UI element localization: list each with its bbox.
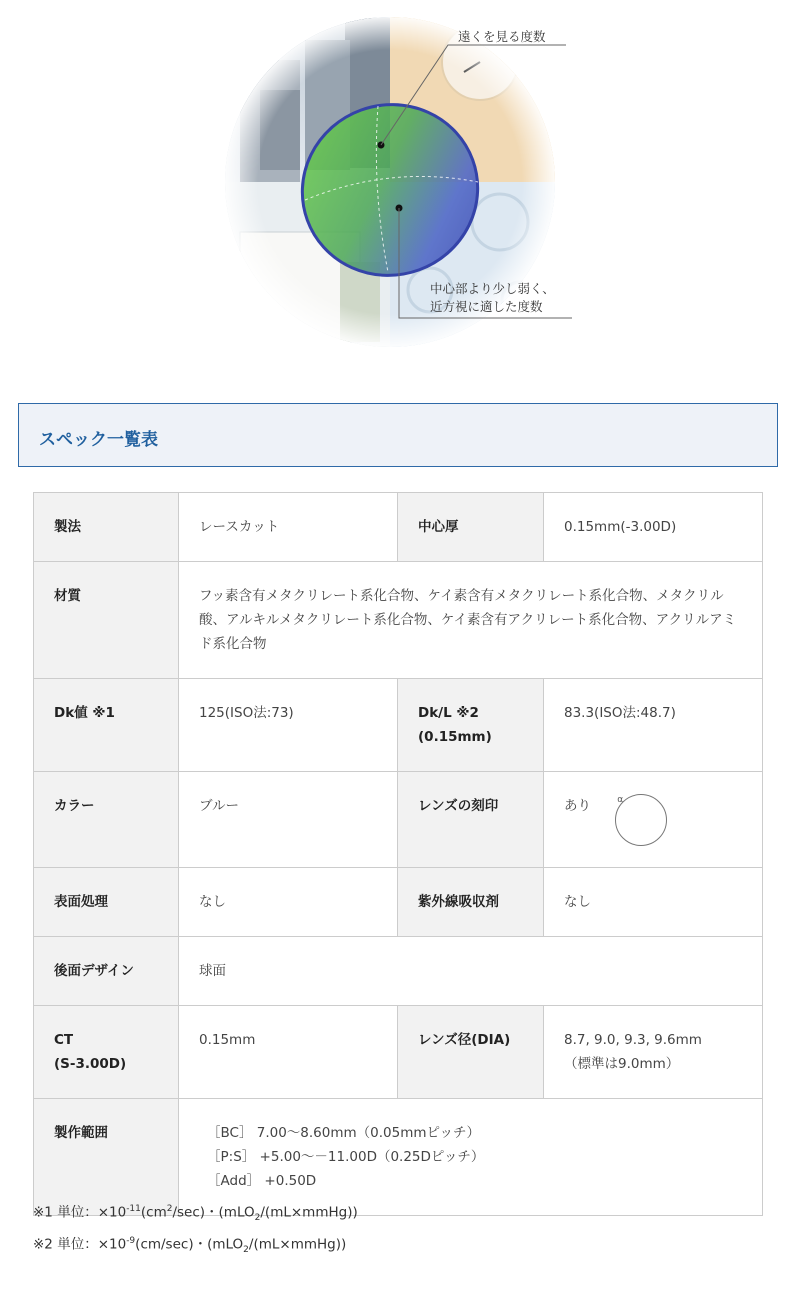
footnote-1-subscript: 2 (254, 1213, 261, 1224)
dkl-label-line2: (0.15mm) (418, 729, 492, 745)
ct-label (34, 1006, 179, 1099)
table-row (34, 868, 763, 937)
range-label: 製作範囲 (34, 1099, 179, 1216)
table-row (34, 562, 763, 679)
spec-table (33, 492, 763, 1216)
material-value: フッ素含有メタクリレート系化合物、ケイ素含有メタクリレート系化合物、メタクリル酸、アルキルメタクリレート系化合物、ケイ素含有アクリレート系化合物、アクリルアミド系化合物 (179, 562, 763, 679)
dia-value-line1: 8.7, 9.0, 9.3, 9.6mm (564, 1032, 702, 1048)
back-design-label: 後面デザイン (34, 937, 179, 1006)
dk-value: 125(ISO法:73) (179, 679, 398, 772)
dk-label: Dk値 ※1 (34, 679, 179, 772)
footnote-2-exponent: -9 (126, 1236, 136, 1247)
footnote-2-subscript: 2 (243, 1245, 249, 1256)
footnote-1-suffix-a: /sec)・(mLO (172, 1204, 255, 1221)
back-design-value: 球面 (179, 937, 763, 1006)
uv-label: 紫外線吸収剤 (398, 868, 544, 937)
near-vision-callout-line1: 中心部より少し弱く、 (430, 281, 555, 296)
table-row (34, 937, 763, 1006)
dkl-label (398, 679, 544, 772)
center-thickness-value: 0.15mm(-3.00D) (544, 493, 763, 562)
range-ps: ［P:S］ +5.00〜－11.00D（0.25Dピッチ） (207, 1149, 485, 1165)
near-vision-callout-line2: 近方視に適した度数 (430, 299, 543, 314)
footnotes (33, 1198, 358, 1262)
center-thickness-label: 中心厚 (398, 493, 544, 562)
range-add: ［Add］ +0.50D (207, 1173, 317, 1189)
uv-value: なし (544, 868, 763, 937)
ct-label-line1: CT (54, 1032, 74, 1048)
engraving-mark: α (617, 795, 624, 805)
ct-label-line2: (S-3.00D) (54, 1056, 127, 1072)
footnote-2-suffix-b: /(mL×mmHg)) (248, 1236, 347, 1253)
footnote-1-exponent: -11 (126, 1204, 141, 1214)
footnote-2 (33, 1230, 358, 1262)
engraving-value: あり (564, 798, 591, 814)
spec-section-header (18, 403, 778, 467)
material-label: 材質 (34, 562, 179, 679)
dia-value (544, 1006, 763, 1099)
lens-illustration (0, 0, 795, 370)
section-title: スペック一覧表 (39, 430, 158, 450)
manufacturing-value: レースカット (179, 493, 398, 562)
surface-value: なし (179, 868, 398, 937)
engraving-cell (544, 772, 763, 868)
table-row (34, 493, 763, 562)
dkl-label-line1: Dk/L ※2 (418, 705, 479, 721)
table-row (34, 772, 763, 868)
footnote-2-prefix: ※2 単位：×10 (33, 1236, 127, 1253)
engraving-label: レンズの刻印 (398, 772, 544, 868)
footnote-1-square: 2 (166, 1204, 173, 1214)
lens-illustration-graphic (0, 0, 795, 370)
dkl-value: 83.3(ISO法:48.7) (544, 679, 763, 772)
color-value: ブルー (179, 772, 398, 868)
far-vision-callout: 遠くを見る度数 (458, 29, 546, 44)
range-bc: ［BC］ 7.00〜8.60mm（0.05mmピッチ） (207, 1125, 480, 1141)
manufacturing-label: 製法 (34, 493, 179, 562)
near-vision-callout (430, 280, 555, 316)
table-row (34, 679, 763, 772)
ct-value: 0.15mm (179, 1006, 398, 1099)
footnote-1-mid: (cm (140, 1204, 167, 1221)
footnote-1-suffix-b: /(mL×mmHg)) (260, 1204, 358, 1221)
dia-value-line2: （標準は9.0mm） (564, 1056, 680, 1072)
color-label: カラー (34, 772, 179, 868)
table-row (34, 1006, 763, 1099)
surface-label: 表面処理 (34, 868, 179, 937)
footnote-1-prefix: ※1 単位：×10 (33, 1204, 127, 1221)
footnote-2-suffix-a: (cm/sec)・(mLO (135, 1236, 244, 1253)
dia-label: レンズ径(DIA) (398, 1006, 544, 1099)
footnote-1 (33, 1198, 358, 1230)
